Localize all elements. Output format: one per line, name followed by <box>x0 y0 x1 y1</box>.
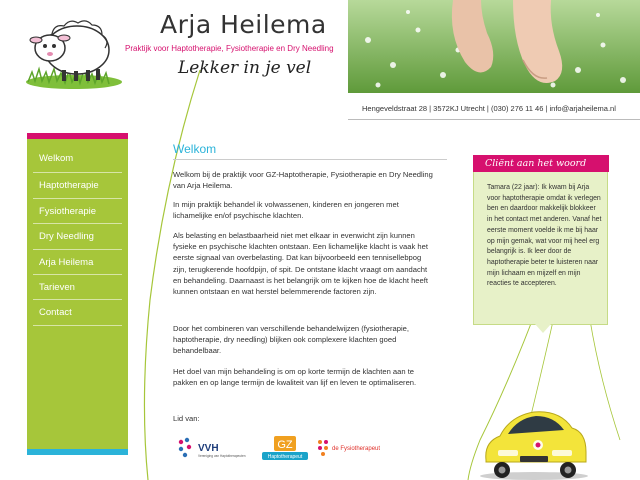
heading-divider <box>173 159 447 160</box>
tagline: Lekker in je vel <box>178 58 312 78</box>
complaints-paragraph: Als belasting en belastbaarheid niet met elkaar in evenwicht zijn kunnen fysieke en psychische klachten ontstaan. Een lichamelijke klacht is vaak het eerste signaal van overbelasting. Dat kan bijvoorbeeld een tennisellebpog zijn, terugkerende hoofdpijn, of spit. De ontstane klacht vraagt om aandacht en behandeling. Daarnaast is het belangrijk om te kijken hoe de klacht heeft kunnen ontstaan en wat herstel belemmerende factoren zijn. <box>173 231 428 297</box>
nav-item-contact[interactable]: Contact <box>39 307 72 318</box>
nav-divider <box>33 325 122 326</box>
sidebar-top-bar <box>27 133 128 139</box>
combination-paragraph: Door het combineren van verschillende behandelwijzen (fysiotherapie, haptotherapie, dry needling) blijken ook complexere klachten goed behandelbaar. <box>173 324 409 356</box>
contact-divider <box>348 119 640 120</box>
sidebar-nav <box>27 133 128 455</box>
gz-haptotherapeut-logo[interactable] <box>262 436 308 462</box>
patients-paragraph: In mijn praktijk behandel ik volwassenen, kinderen en jongeren met lichamelijke en/of psychische klachten. <box>173 200 399 221</box>
nav-item-arja-heilema[interactable]: Arja Heilema <box>39 257 94 268</box>
site-title: Arja Heilema <box>160 10 327 39</box>
nav-item-welkom[interactable]: Welkom <box>39 153 74 164</box>
yellow-car-photo <box>478 400 590 480</box>
header-feet-photo <box>348 0 640 93</box>
intro-paragraph: Welkom bij de praktijk voor GZ-Haptotherapie, Fysiotherapie en Dry Needling van Arja Heilema. <box>173 170 433 191</box>
testimonial-text: Tamara (22 jaar): Ik kwam bij Arja voor haptotherapie omdat ik verlegen ben en daardoor makkelijk blokkeer in het contact met anderen. Vanaf het eerste moment voelde ik me bij haar op mijn gemak, wat voor mij heel erg belangrijk is. Ik leer door de haptotherapie beter te luisteren naar mijn lichaam en mijzelf en mijn reacties te accepteren. <box>487 184 602 288</box>
sidebar-bottom-bar <box>27 449 128 455</box>
nav-item-dry-needling[interactable]: Dry Needling <box>39 231 94 242</box>
vvh-logo-subtext: Vereniging van Haptotherapeuten <box>198 454 246 458</box>
fysio-logo-text: de Fysiotherapeut <box>332 446 381 452</box>
testimonial-pointer <box>535 324 551 333</box>
testimonial-box <box>473 155 608 325</box>
nav-item-haptotherapie[interactable]: Haptotherapie <box>39 180 99 191</box>
sheep-logo <box>22 8 126 90</box>
nav-item-fysiotherapie[interactable]: Fysiotherapie <box>39 206 97 217</box>
contact-info: Hengeveldstraat 28 | 3572KJ Utrecht | (030) 276 11 46 | info@arjaheilema.nl <box>362 104 616 113</box>
vvh-logo-text: VVH <box>198 443 219 454</box>
goal-paragraph: Het doel van mijn behandeling is om op korte termijn de klachten aan te pakken en op lange termijn de kwaliteit van lijf en leven te optimaliseren. <box>173 367 417 388</box>
site-subtitle: Praktijk voor Haptotherapie, Fysiotherapie en Dry Needling <box>125 44 334 53</box>
de-fysiotherapeut-logo[interactable] <box>316 438 398 458</box>
testimonial-title: Cliënt aan het woord <box>473 155 609 172</box>
members-label: Lid van: <box>173 414 200 423</box>
vvh-logo[interactable] <box>177 436 247 460</box>
gz-logo-subtext: Haptotherapeut <box>267 454 303 460</box>
gz-logo-text: GZ <box>277 439 293 451</box>
nav-item-tarieven[interactable]: Tarieven <box>39 282 75 293</box>
page-heading: Welkom <box>173 142 217 156</box>
